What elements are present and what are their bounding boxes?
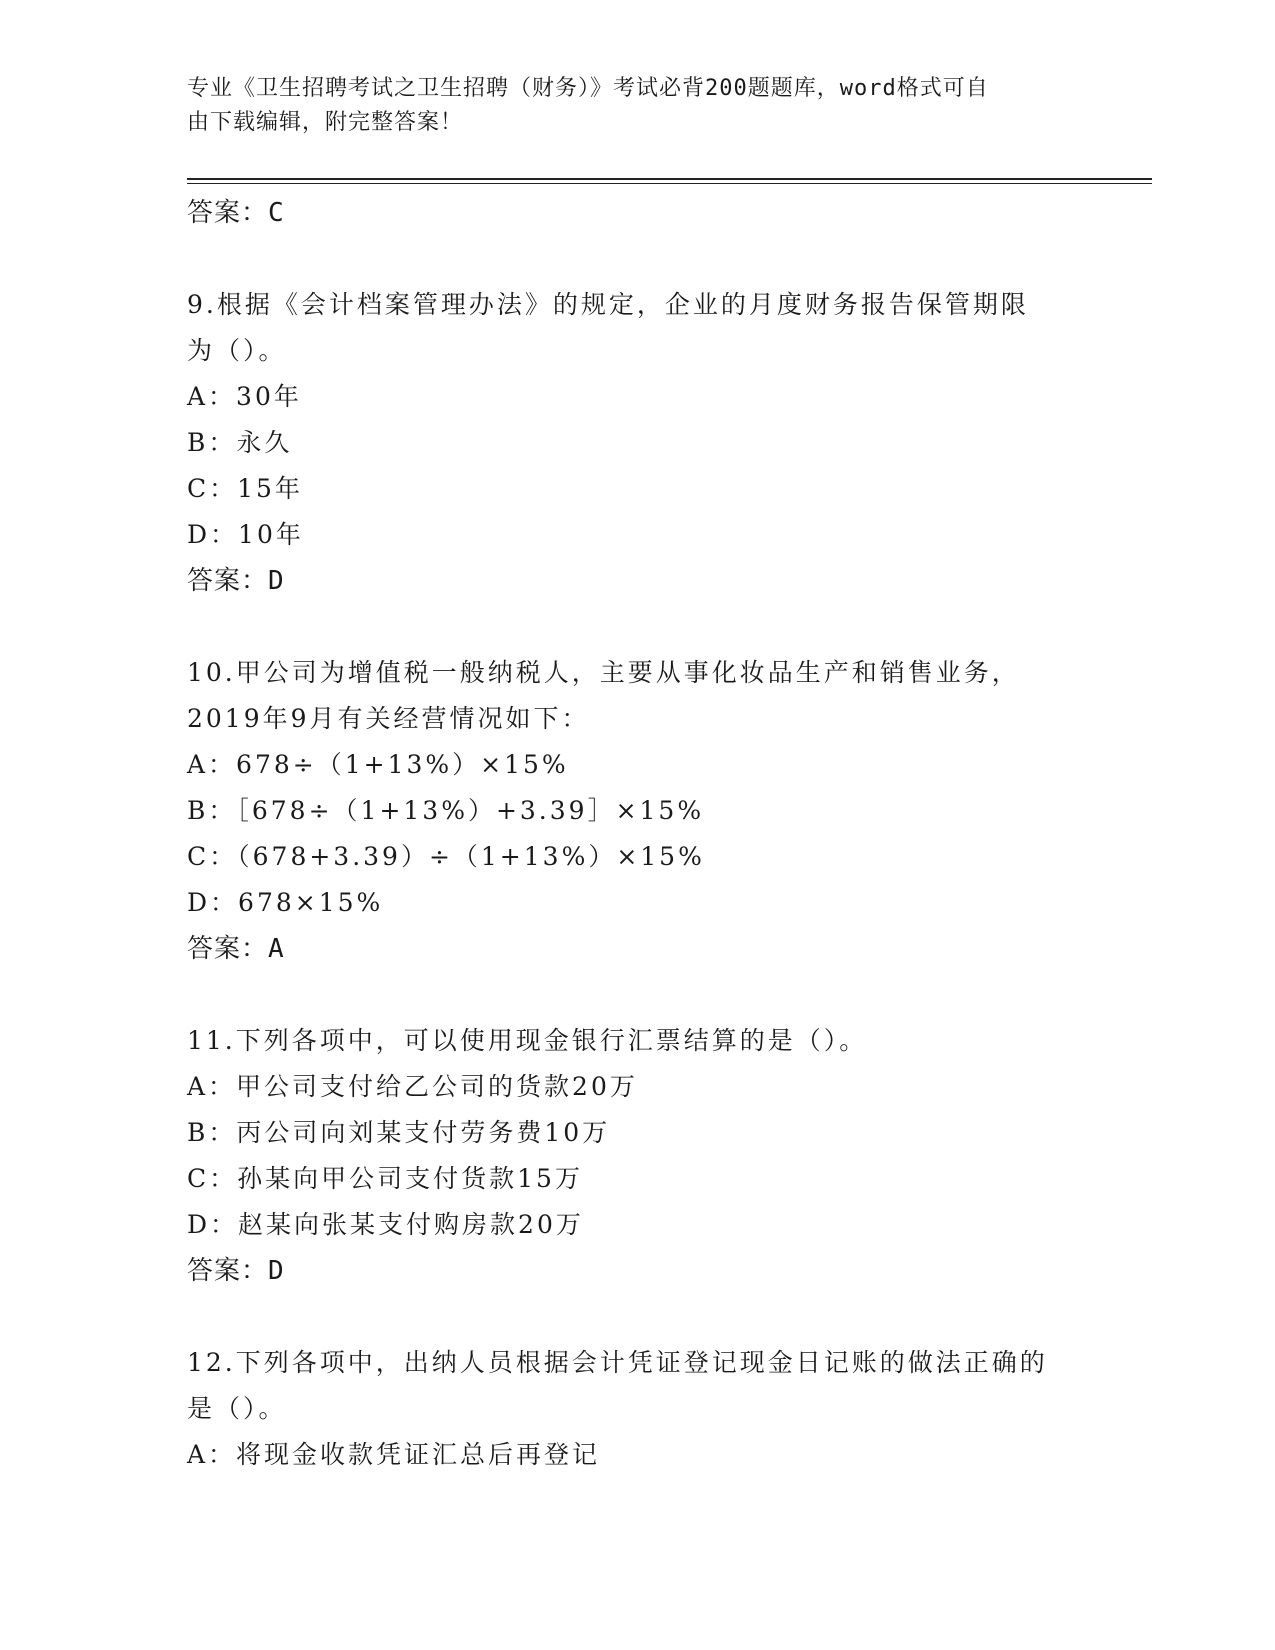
option-b: B：［678÷（1+13%）+3.39］×15%: [187, 796, 705, 825]
header-rule-thick: [187, 178, 1152, 180]
option-a: A：678÷（1+13%）×15%: [187, 750, 569, 779]
option-a: A：将现金收款凭证汇总后再登记: [187, 1440, 601, 1469]
question-stem: 2019年9月有关经营情况如下：: [187, 704, 590, 733]
question-stem: 是（）。: [187, 1394, 287, 1423]
question-stem: 为（）。: [187, 336, 287, 365]
header-line-2: 由下载编辑，附完整答案！: [187, 110, 464, 135]
header-line-1: 专业《卫生招聘考试之卫生招聘（财务）》考试必背200题题库，word格式可自: [187, 76, 989, 101]
answer-line: 答案：D: [187, 1256, 285, 1286]
question-stem: 9.根据《会计档案管理办法》的规定，企业的月度财务报告保管期限: [187, 290, 1029, 319]
option-b: B：永久: [187, 428, 293, 457]
document-header: [187, 72, 1067, 140]
question-10: [187, 650, 1067, 972]
spacer: [187, 236, 1067, 282]
answer-line: 答案：A: [187, 934, 285, 964]
answer-line: 答案：D: [187, 566, 285, 596]
option-c: C：（678+3.39）÷（1+13%）×15%: [187, 842, 705, 871]
option-d: D：678×15%: [187, 888, 384, 917]
option-d: D：10年: [187, 520, 304, 549]
question-9: [187, 282, 1067, 604]
answer-line: 答案：C: [187, 198, 285, 228]
question-stem: 11.下列各项中，可以使用现金银行汇票结算的是（）。: [187, 1026, 868, 1055]
option-a: A：30年: [187, 382, 302, 411]
header-rule-thin: [187, 183, 1152, 184]
document-content: [187, 190, 1067, 1478]
option-c: C：15年: [187, 474, 303, 503]
option-d: D：赵某向张某支付购房款20万: [187, 1210, 584, 1239]
question-stem: 10.甲公司为增值税一般纳税人，主要从事化妆品生产和销售业务，: [187, 658, 1020, 687]
spacer: [187, 972, 1067, 1018]
spacer: [187, 1294, 1067, 1340]
question-stem: 12.下列各项中，出纳人员根据会计凭证登记现金日记账的做法正确的: [187, 1348, 1048, 1377]
option-c: C：孙某向甲公司支付货款15万: [187, 1164, 583, 1193]
option-b: B：丙公司向刘某支付劳务费10万: [187, 1118, 611, 1147]
option-a: A：甲公司支付给乙公司的货款20万: [187, 1072, 638, 1101]
question-11: [187, 1018, 1067, 1294]
question-12: [187, 1340, 1067, 1478]
spacer: [187, 604, 1067, 650]
